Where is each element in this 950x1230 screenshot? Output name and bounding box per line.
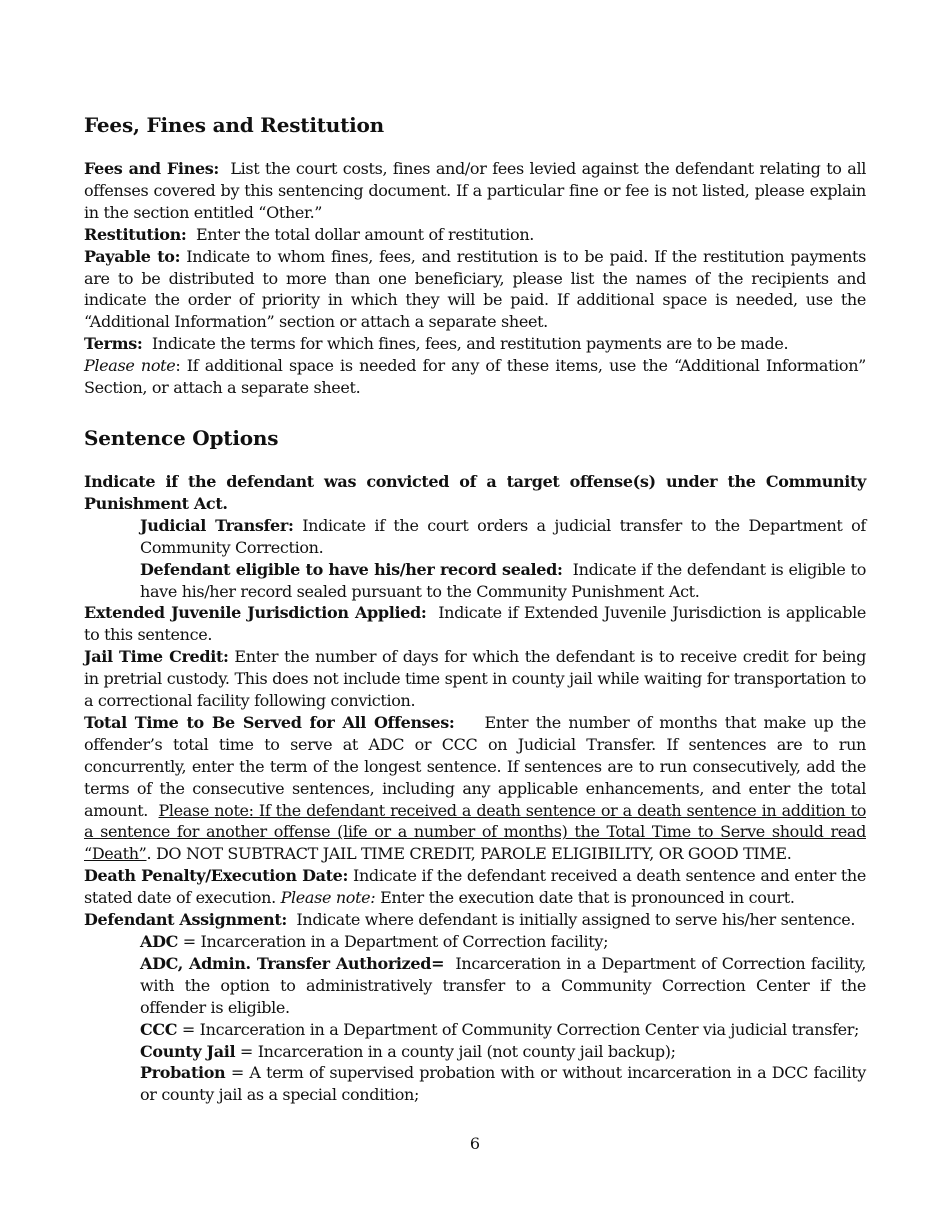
assignment-text-adc-admin-transfer: Incarceration in a Department of Correction facility, with the option to administratively transfer to a Community Correction Center if the offender is eligible. [140, 953, 866, 1017]
text-total-time: Enter the number of months that make up the offender’s total time to serve at ADC or CCC on Judicial Transfer. If sentences are to run concurrently, enter the term of the longest sentence. If sentences are to run consecutively, add the terms of the consecutive sentences, including any applicable enhancements, and enter the total amount. [84, 712, 866, 820]
assignment-label-adc-admin-transfer: ADC, Admin. Transfer Authorized= [140, 953, 445, 973]
label-terms: Terms: [84, 334, 143, 354]
assignment-label-adc: ADC [140, 932, 178, 951]
assignment-item-adc [84, 931, 866, 953]
label-total-time: Total Time to Be Served for All Offenses: [84, 712, 455, 732]
text-judicial-transfer: Indicate if the court orders a judicial transfer to the Department of Community Correction. [140, 515, 866, 557]
text-death-penalty-note: Enter the execution date that is pronounced in court. [380, 888, 795, 908]
text-payable-to: Indicate to whom fines, fees, and restitution is to be paid. If the restitution payments are to be distributed to more than one beneficiary, please list the names of the recipients and indicate the order of priority in which they will be paid. If additional space is needed, use the “Additional Information” section or attach a separate sheet. [84, 246, 866, 332]
label-death-penalty: Death Penalty/Execution Date: [84, 866, 349, 886]
paragraph-restitution [84, 224, 866, 246]
text-restitution: Enter the total dollar amount of restitution. [195, 224, 535, 244]
label-defendant-assignment: Defendant Assignment: [84, 910, 287, 930]
assignment-label-ccc: CCC [140, 1019, 178, 1039]
label-death-penalty-note: Please note: [280, 888, 376, 908]
label-ejj: Extended Juvenile Jurisdiction Applied: [84, 603, 427, 623]
text-cpa-intro: Indicate if the defendant was convicted of a target offense(s) under the Community Punishment Act. [84, 471, 866, 513]
paragraph-judicial-transfer [84, 515, 866, 559]
text-fees-and-fines: List the court costs, fines and/or fees levied against the defendant relating to all offenses covered by this sentencing document. If a particular fine or fee is not listed, please explain in the section entitled “Other.” [84, 159, 866, 222]
text-record-sealed: Indicate if the defendant is eligible to have his/her record sealed pursuant to the Community Punishment Act. [140, 559, 866, 601]
text-death-penalty: Indicate if the defendant received a death sentence and enter the stated date of execution. [84, 866, 866, 908]
paragraph-defendant-assignment [84, 909, 866, 931]
paragraph-record-sealed [84, 559, 866, 603]
assignment-label-county-jail: County Jail [140, 1041, 236, 1061]
section-heading-sentence-options: Sentence Options [84, 425, 279, 450]
label-payable-to: Payable to: [84, 246, 181, 266]
section-heading-fees: Fees, Fines and Restitution [84, 113, 385, 137]
assignment-text-probation: = A term of supervised probation with or without incarceration in a DCC facility or county jail as a special condition; [140, 1063, 866, 1105]
paragraph-terms [84, 333, 866, 355]
paragraph-death-penalty [84, 865, 866, 909]
assignment-item-ccc [84, 1019, 866, 1041]
text-jail-time-credit: Enter the number of days for which the defendant is to receive credit for being in pretrial custody. This does not include time spent in county jail while waiting for transportation to a correctional facility following conviction. [84, 647, 866, 711]
paragraph-jail-time-credit [84, 646, 866, 712]
page-number: 6 [469, 1134, 481, 1153]
text-terms: Indicate the terms for which fines, fees, and restitution payments are to be made. [151, 334, 789, 354]
text-please-note: : If additional space is needed for any of these items, use the “Additional Information” Section, or attach a separate sheet. [84, 356, 866, 398]
paragraph-payable-to [84, 246, 866, 334]
assignment-text-ccc: = Incarceration in a Department of Community Correction Center via judicial transfer; [177, 1019, 860, 1039]
note-total-time-caps: . DO NOT SUBTRACT JAIL TIME CREDIT, PAROLE ELIGIBILITY, OR GOOD TIME. [146, 844, 792, 864]
text-defendant-assignment: Indicate where defendant is initially assigned to serve his/her sentence. [296, 910, 856, 930]
paragraph-fees-and-fines [84, 158, 866, 224]
document-page [84, 112, 866, 1106]
label-fees-and-fines: Fees and Fines: [84, 159, 219, 178]
paragraph-ejj [84, 602, 866, 646]
label-jail-time-credit: Jail Time Credit: [84, 647, 229, 667]
assignment-item-adc-admin-transfer [84, 953, 866, 1019]
paragraph-cpa-intro [84, 471, 866, 515]
text-ejj: Indicate if Extended Juvenile Jurisdiction is applicable to this sentence. [84, 603, 866, 645]
assignment-label-probation: Probation [140, 1063, 226, 1083]
label-restitution: Restitution: [84, 224, 187, 244]
label-please-note: Please note [84, 356, 176, 376]
label-record-sealed: Defendant eligible to have his/her record sealed: [140, 559, 563, 579]
paragraph-total-time [84, 712, 866, 865]
assignment-text-county-jail: = Incarceration in a county jail (not county jail backup); [235, 1041, 676, 1061]
note-total-time-death: Please note: If the defendant received a death sentence or a death sentence in addition to a sentence for another offense (life or a number of months) the Total Time to Serve should read “Death” [84, 800, 866, 864]
label-judicial-transfer: Judicial Transfer: [140, 515, 294, 535]
assignment-text-adc: = Incarceration in a Department of Correction facility; [177, 932, 609, 951]
assignment-item-probation [84, 1062, 866, 1106]
assignment-item-county-jail [84, 1041, 866, 1063]
paragraph-please-note [84, 355, 866, 399]
